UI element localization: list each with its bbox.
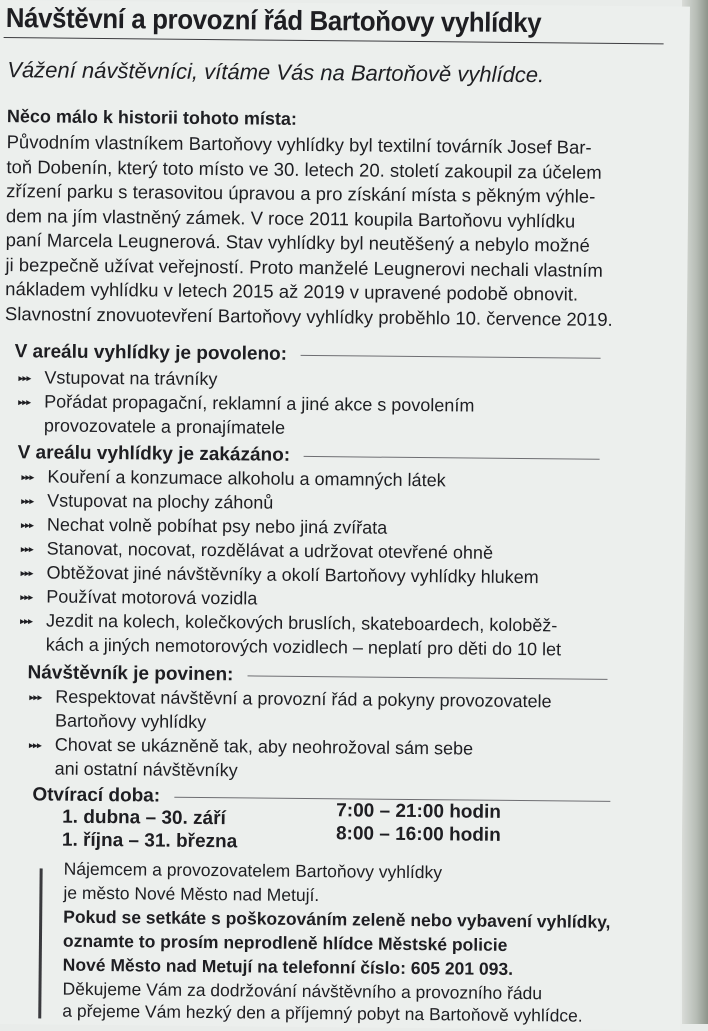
note-line: Pokud se setkáte s poškozováním zeleně nebo vybavení vyhlídky, (63, 906, 611, 932)
history-heading: Něco málo k historii tohoto místa: (6, 106, 298, 129)
sign-title: Návštěvní a provozní řád Bartoňovy vyhlídky (5, 2, 542, 39)
bullet-icon: ▸▸▸ (19, 616, 33, 628)
note-line: a přejeme Vám hezký den a příjemný pobyt na Bartoňově vyhlídce. (62, 1000, 583, 1026)
duty-item: Chovat se ukázněně tak, aby neohrožoval sám sebe (54, 734, 474, 759)
note-line: Nové Město nad Metují na telefonní číslo: 605 201 093. (62, 954, 514, 979)
bullet-icon: ▸▸▸ (28, 740, 41, 752)
forbidden-item: Používat motorová vozidla (46, 586, 258, 609)
duties-heading-text: Návštěvník je povinen: (27, 662, 234, 686)
allowed-heading (15, 341, 602, 369)
history-line: paní Marcela Leugnerová. Stav vyhlídky byl neutěšený a nebylo možné (5, 229, 590, 256)
section-rule (247, 675, 607, 679)
allowed-heading-text: V areálu vyhlídky je povoleno: (14, 341, 288, 365)
history-line: nákladem vyhlídku v letech 2015 až 2019 v upravené podobě obnovit. (5, 278, 579, 305)
bullet-icon: ▸▸▸ (20, 544, 33, 556)
history-line: dem na jím vlastněný zámek. V roce 2011 koupila Bartoňovu vyhlídku (5, 204, 576, 232)
bullet-icon: ▸▸▸ (18, 373, 31, 385)
title-divider (4, 37, 664, 44)
hours-time: 7:00 – 21:00 hodin (336, 800, 502, 823)
bullet-icon: ▸▸▸ (21, 496, 34, 508)
forbidden-item: Obtěžovat jiné návštěvníky a okolí Bartoňovy vyhlídky hlukem (46, 562, 539, 588)
history-line: ji bezpečně užívat veřejností. Proto manželé Leugnerovi nechali vlastním (5, 253, 604, 281)
note-line: Děkujeme Vám za dodržování návštěvního a provozního řádu (62, 978, 543, 1004)
history-text (5, 130, 647, 332)
section-rule (304, 455, 600, 459)
forbidden-item-cont: kách a jiných nemotorových vozidlech – neplatí pro děti do 10 let (45, 634, 562, 660)
bullet-icon: ▸▸▸ (21, 472, 34, 484)
bullet-icon: ▸▸▸ (20, 592, 33, 604)
history-line: toň Dobenín, který toto místo ve 30. letech 20. století zakoupil za účelem (6, 155, 602, 183)
bullet-icon: ▸▸▸ (20, 568, 33, 580)
note-line: je město Nové Město nad Metují. (63, 882, 320, 906)
forbidden-item: Kouření a konzumace alkoholu a omamných látek (47, 466, 446, 491)
history-line: Původním vlastníkem Bartoňovy vyhlídky byl textilní továrník Josef Bar- (6, 131, 592, 158)
note-line: Nájemcem a provozovatelem Bartoňovy vyhlídky (63, 858, 443, 883)
bullet-icon: ▸▸▸ (18, 397, 31, 409)
note-bar (38, 868, 42, 1018)
forbidden-item: Nechat volně pobíhat psy nebo jiná zvířata (46, 514, 388, 538)
allowed-item: Pořádat propagační, reklamní a jiné akce s povolením (44, 391, 475, 416)
hours-heading-text: Otvírací doba: (32, 784, 161, 807)
note-line: oznamte to prosím neprodleně hlídce Městské policie (62, 930, 508, 955)
history-line: zřízení parku s terasovitou úpravou a pro získání místa s pěkným výhle- (6, 180, 596, 207)
history-line: Slavnostní znovuotevření Bartoňovy vyhlídky proběhlo 10. července 2019. (4, 302, 613, 330)
hours-period: 1. dubna – 30. září (62, 806, 226, 830)
welcome-text: Vážení návštěvníci, vítáme Vás na Bartoňově vyhlídce. (7, 57, 545, 88)
bullet-icon: ▸▸▸ (20, 520, 34, 532)
allowed-item: Vstupovat na trávníky (44, 367, 218, 390)
forbidden-item: Vstupovat na plochy záhonů (47, 490, 274, 513)
forbidden-item: Jezdit na kolech, kolečkových bruslích, skateboardech, koloběž- (45, 610, 558, 636)
section-rule (301, 354, 601, 358)
duty-item-cont: Bartoňovy vyhlídky (54, 710, 207, 733)
hours-time: 8:00 – 16:00 hodin (335, 823, 501, 846)
forbidden-item: Stanovat, nocovat, rozdělávat a udržovat otevřené ohně (46, 538, 494, 563)
allowed-item-cont: provozovatele a pronajímatele (43, 415, 286, 438)
duty-item-cont: ani ostatní návštěvníky (54, 758, 238, 781)
duty-item: Respektovat návštěvní a provozní řád a pokyny provozovatele (55, 686, 552, 712)
hours-period: 1. října – 31. března (61, 829, 238, 853)
forbidden-heading-text: V areálu vyhlídky je zakázáno: (17, 442, 291, 466)
bullet-icon: ▸▸▸ (29, 692, 42, 704)
